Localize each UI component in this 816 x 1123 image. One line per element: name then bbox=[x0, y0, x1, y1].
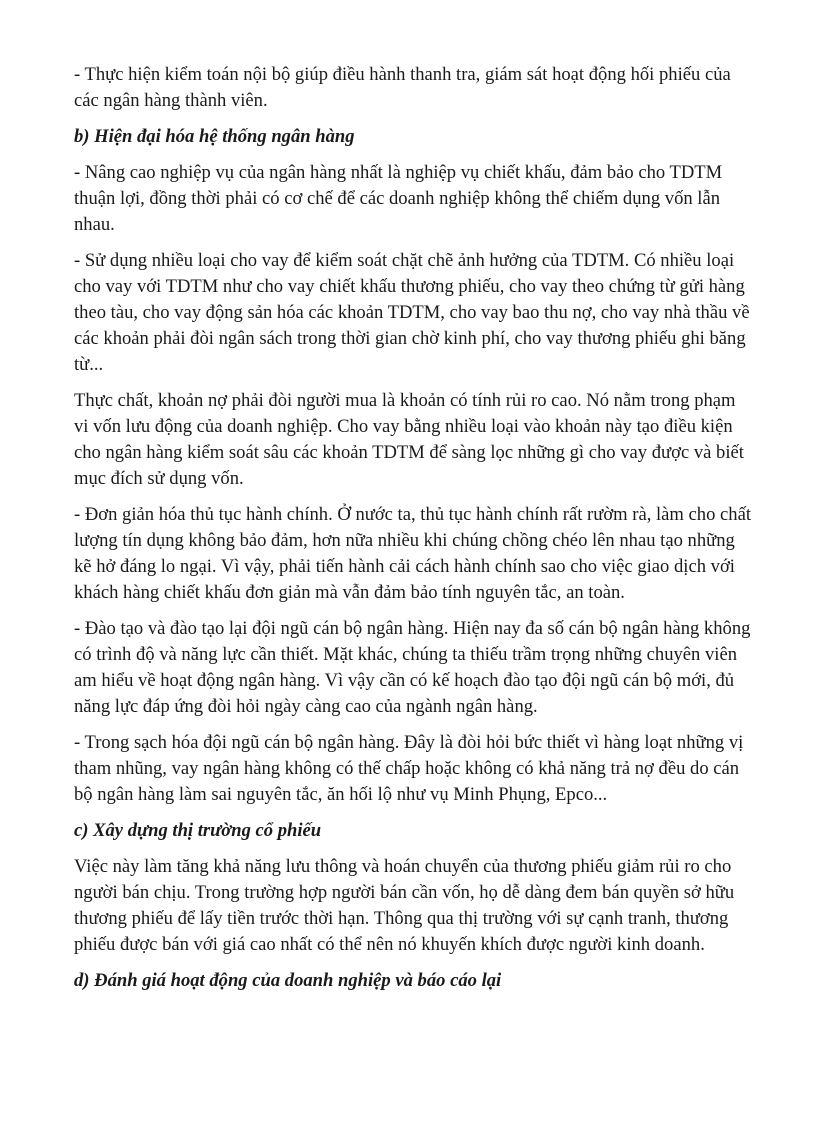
paragraph-receivables-risk: Thực chất, khoản nợ phải đòi người mua là khoản có tính rủi ro cao. Nó nằm trong phạm vi vốn lưu động của doanh nghiệp. Cho vay bằng nhiều loại vào khoản này tạo điều kiện cho ngân hàng kiểm soát sâu các khoản TDTM để sàng lọc những gì cho vay được và biết mục đích sử dụng vốn. bbox=[74, 390, 744, 489]
section-heading-b: b) Hiện đại hóa hệ thống ngân hàng bbox=[74, 126, 355, 147]
paragraph-admin-simplification: - Đơn giản hóa thủ tục hành chính. Ở nước ta, thủ tục hành chính rất rườm rà, làm cho chất lượng tín dụng không bảo đảm, hơn nữa nhiều khi chúng chồng chéo lên nhau tạo những kẽ hở đáng lo ngại. Vì vậy, phải tiến hành cải cách hành chính sao cho việc giao dịch với khách hàng chiết khấu đơn giản mà vẫn đảm bảo tính nguyên tắc, an toàn. bbox=[74, 504, 752, 603]
document-page bbox=[74, 62, 754, 1004]
section-heading-c: c) Xây dựng thị trường cổ phiếu bbox=[74, 820, 322, 841]
paragraph-stock-market: Việc này làm tăng khả năng lưu thông và hoán chuyển của thương phiếu giảm rủi ro cho người bán chịu. Trong trường hợp người bán cần vốn, họ dễ dàng đem bán quyền sở hữu thương phiếu để lấy tiền trước thời hạn. Thông qua thị trường với sự cạnh tranh, thương phiếu được bán với giá cao nhất có thể nên nó khuyến khích được người kinh doanh. bbox=[74, 856, 735, 955]
paragraph-staff-integrity: - Trong sạch hóa đội ngũ cán bộ ngân hàng. Đây là đòi hỏi bức thiết vì hàng loạt những vị tham nhũng, vay ngân hàng không có thế chấp hoặc không có khả năng trả nợ đều do cán bộ ngân hàng làm sai nguyên tắc, ăn hối lộ như vụ Minh Phụng, Epco... bbox=[74, 732, 744, 805]
section-heading-d: d) Đánh giá hoạt động của doanh nghiệp và báo cáo lại bbox=[74, 970, 502, 991]
paragraph-staff-training: - Đào tạo và đào tạo lại đội ngũ cán bộ ngân hàng. Hiện nay đa số cán bộ ngân hàng không có trình độ và năng lực cần thiết. Mặt khác, chúng ta thiếu trầm trọng những chuyên viên am hiểu về hoạt động ngân hàng. Vì vậy cần có kế hoạch đào tạo đội ngũ cán bộ mới, đủ năng lực đáp ứng đòi hỏi ngày càng cao của ngành ngân hàng. bbox=[74, 618, 751, 717]
paragraph-internal-audit: - Thực hiện kiểm toán nội bộ giúp điều hành thanh tra, giám sát hoạt động hối phiếu của các ngân hàng thành viên. bbox=[74, 64, 731, 111]
paragraph-discount-operations: - Nâng cao nghiệp vụ của ngân hàng nhất là nghiệp vụ chiết khấu, đảm bảo cho TDTM thuận lợi, đồng thời phải có cơ chế để các doanh nghiệp không thể chiếm dụng vốn lẫn nhau. bbox=[74, 162, 723, 235]
paragraph-loan-types: - Sử dụng nhiều loại cho vay để kiểm soát chặt chẽ ảnh hưởng của TDTM. Có nhiều loại cho vay với TDTM như cho vay chiết khấu thương phiếu, cho vay theo chứng từ gửi hàng theo tàu, cho vay động sản hóa các khoản TDTM, cho vay bao thu nợ, cho vay nhà thầu về các khoản phải đòi ngân sách trong thời gian chờ kinh phí, cho vay thương phiếu ghi băng từ... bbox=[74, 250, 750, 375]
